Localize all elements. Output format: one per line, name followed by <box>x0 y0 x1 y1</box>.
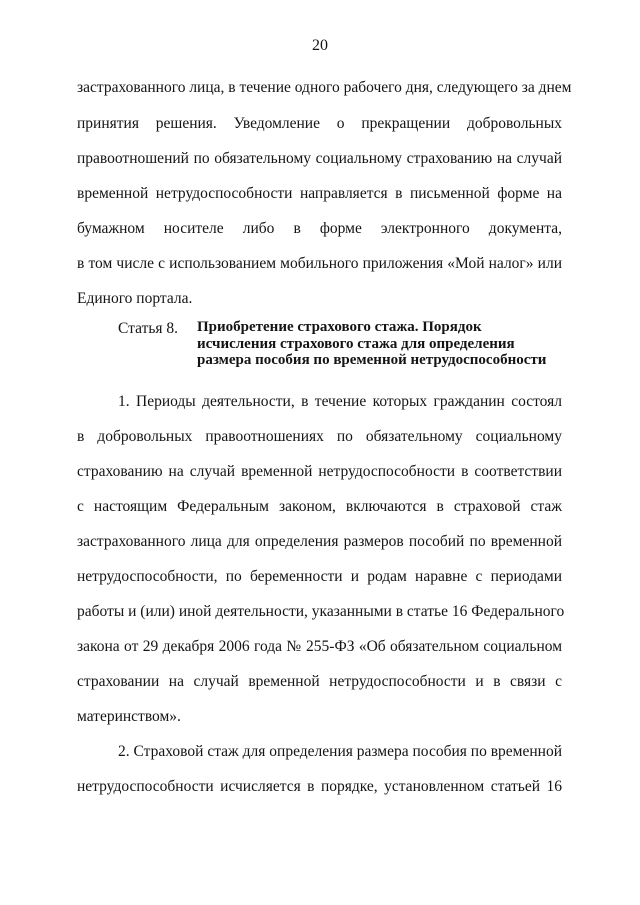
article-title-line: Приобретение страхового стажа. Порядок <box>197 319 482 335</box>
text-line: в добровольных правоотношениях по обязательному социальному <box>77 428 562 445</box>
text-line: 2. Страховой стаж для определения размера пособия по временной <box>118 743 562 760</box>
text-line: застрахованного лица для определения размеров пособий по временной <box>77 533 562 550</box>
text-line: с настоящим Федеральным законом, включаются в страховой стаж <box>77 498 562 515</box>
text-line: временной нетрудоспособности направляется в письменной форме на <box>77 185 562 202</box>
text-line: в том числе с использованием мобильного приложения «Мой налог» или <box>77 255 562 272</box>
text-line: застрахованного лица, в течение одного рабочего дня, следующего за днем <box>77 79 572 96</box>
paragraph-2 <box>77 0 572 905</box>
article-label: Статья 8. <box>118 320 179 337</box>
text-line: страхованию на случай временной нетрудоспособности в соответствии <box>77 463 562 480</box>
page-number: 20 <box>312 37 328 54</box>
text-line: 1. Периоды деятельности, в течение которых гражданин состоял <box>118 393 562 410</box>
text-line: закона от 29 декабря 2006 года № 255-ФЗ «Об обязательном социальном <box>77 638 562 655</box>
text-line: страховании на случай временной нетрудоспособности и в связи с <box>77 673 562 690</box>
text-line: Единого портала. <box>77 290 193 307</box>
article-title-line: размера пособия по временной нетрудоспособности <box>197 352 547 368</box>
article-title-line: исчисления страхового стажа для определения <box>197 335 515 352</box>
text-line: нетрудоспособности, по беременности и родам наравне с периодами <box>77 568 562 585</box>
text-line: бумажном носителе либо в форме электронного документа, <box>77 220 562 237</box>
text-line: материнством». <box>77 708 181 725</box>
text-line: принятия решения. Уведомление о прекращении добровольных <box>77 115 562 132</box>
text-line: нетрудоспособности исчисляется в порядке, установленном статьей 16 <box>77 778 562 795</box>
text-line: правоотношений по обязательному социальному страхованию на случай <box>77 150 562 167</box>
text-line: работы и (или) иной деятельности, указанными в статье 16 Федерального <box>77 603 565 620</box>
